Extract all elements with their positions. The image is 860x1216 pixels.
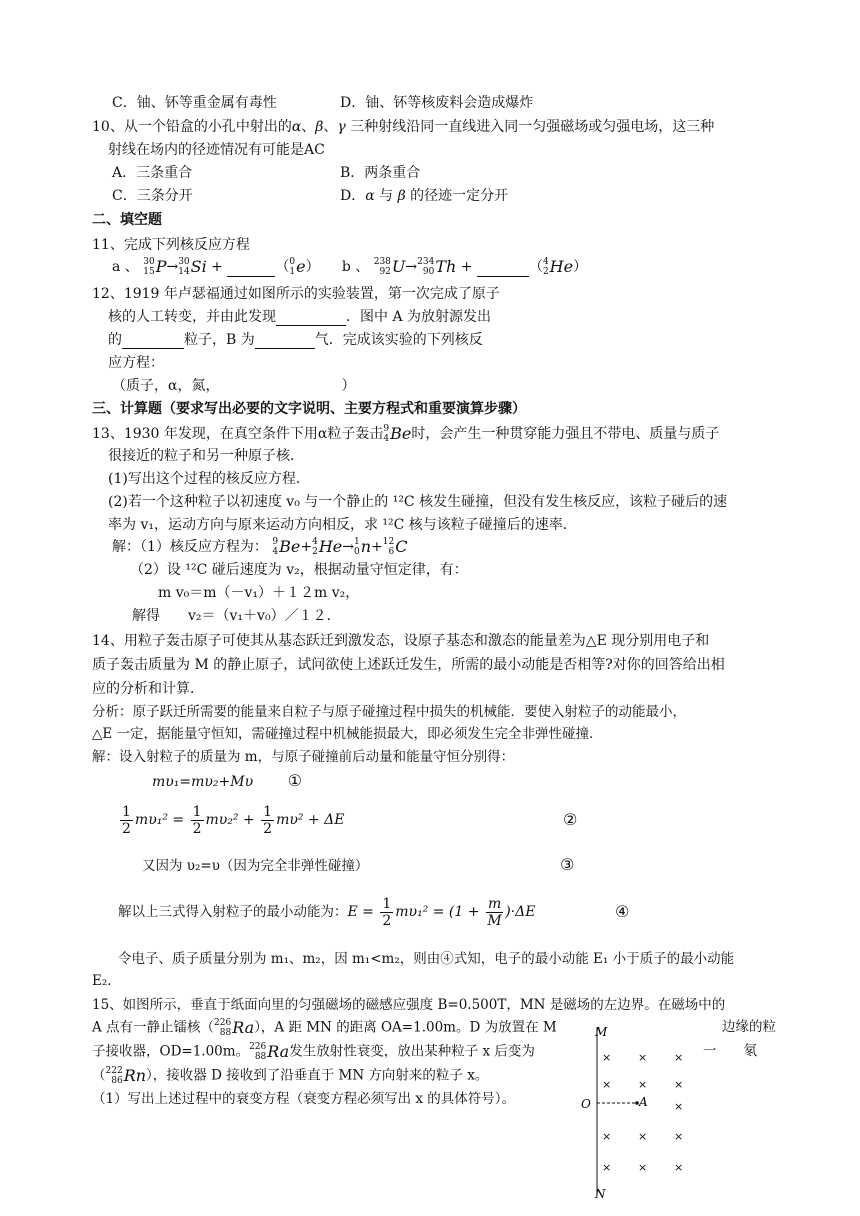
q15-line1: 15、如图所示，垂直于纸面向里的匀强磁场的磁感应强度 B=0.500T，MN 是磁场的左边界。在磁场中的 (92, 997, 726, 1013)
q14-eq4-number: ④ (615, 902, 630, 921)
isotope-th234: 234 90 Th (417, 257, 457, 277)
q12-line3: 的 粒子，B 为 气．完成该实验的下列核反 (108, 332, 483, 348)
q14-eq2: $\frac{1}{2}$ mυ₁² = $\frac{1}{2}$ mυ₂² + $\frac{1}{2}$ mυ² + ΔE (122, 803, 345, 837)
q15-line3: 子接收器，OD=1.00m。 226 88 Ra发生放射性衰变，放出某种粒子 x 后变为 (92, 1042, 535, 1062)
q14-eq2-number: ② (563, 810, 578, 829)
field-cross: × (638, 1130, 648, 1143)
q14-eq3-number: ③ (560, 855, 575, 874)
q14-analysis-1: 分析：原子跃迁所需要的能量来自粒子与原子碰撞过程中损失的机械能．要使入射粒子的动能最小， (92, 704, 686, 720)
q13-line3: (1)写出这个过程的核反应方程． (108, 471, 310, 487)
q12-gas-blank[interactable] (255, 334, 315, 349)
q12-discovery-blank[interactable] (276, 311, 346, 326)
q13-line5: 率为 v₁，运动方向与原来运动方向相反，求 ¹²C 核与该粒子碰撞后的速率． (108, 517, 577, 533)
q13-solution-2: （2）设 ¹²C 碰后速度为 v₂，根据动量守恒定律，有： (130, 562, 468, 578)
q13-line2: 很接近的粒子和另一种原子核． (108, 448, 304, 464)
q10-option-a: A．三条重合 (112, 165, 193, 181)
q14-eq3: 又因为 υ₂=υ（因为完全非弹性碰撞） (142, 858, 369, 874)
q13-solution-3: m v₀＝m（－v₁）＋１２m v₂， (158, 585, 360, 601)
field-cross: × (638, 1078, 648, 1091)
isotope-u238: 238 92 U (373, 257, 406, 277)
q10-stem-line1: 10、从一个铅盒的小孔中射出的α、β、γ 三种射线沿同一直线进入同一匀强磁场或匀强电场，这三种 (92, 119, 715, 135)
q10-option-b: B．两条重合 (340, 165, 421, 181)
field-cross: × (638, 1161, 648, 1174)
q13-solution-1: 解：（1）核反应方程为： 9 4 Be+ 4 2 He→ 1 0 n+ 12 6 C (112, 537, 408, 557)
label-m: M (595, 1025, 608, 1039)
section-heading-fill-blank: 二、填空题 (92, 212, 162, 228)
label-a: A (639, 1095, 648, 1109)
q12-line5: （质子，α，氮， ） (112, 378, 356, 394)
q14-line2: 质子轰击质量为 M 的静止原子，试问欲使上述跃迁发生，所需的最小动能是否相等?对你的回答给出相 (92, 657, 725, 673)
q14-line3: 应的分析和计算． (92, 681, 204, 697)
field-cross: × (602, 1051, 612, 1064)
q15-line3-end: 一 氡 (703, 1043, 757, 1059)
q12-line1: 12、1919 年卢瑟福通过如图所示的实验装置，第一次完成了原子 (92, 286, 500, 302)
q9-option-c: C．铀、钚等重金属有毒性 (112, 95, 277, 111)
q14-eq1: mυ₁=mυ₂+Mυ ① (152, 771, 302, 790)
q10-option-d: D．α 与 β 的径迹一定分开 (340, 188, 509, 204)
field-cross: × (638, 1051, 648, 1064)
q14-solution-intro: 解：设入射粒子的质量为 m，与原子碰撞前后动量和能量守恒分别得： (92, 749, 515, 765)
isotope-be9: 9 4 Be (383, 424, 412, 444)
field-cross: × (674, 1078, 684, 1091)
q15-line2: A 点有一静止镭核（ 226 88 Ra），A 距 MN 的距离 OA=1.00m。D 为放置在 M (92, 1018, 557, 1038)
q15-line5: （1）写出上述过程中的衰变方程（衰变方程必须写出 x 的具体符号）。 (92, 1091, 516, 1107)
q14-conclusion-2: E₂． (92, 973, 121, 989)
isotope-positron: 0 1 e (289, 257, 306, 277)
field-cross: × (674, 1130, 684, 1143)
section-heading-calculation: 三、计算题（要求写出必要的文字说明、主要方程式和重要演算步骤） (92, 401, 526, 417)
field-cross: × (674, 1051, 684, 1064)
isotope-he4: 4 2 He (542, 257, 574, 277)
label-o: O (581, 1097, 591, 1111)
q14-analysis-2: △E 一定，据能量守恒知，需碰撞过程中机械能损最大，即必须发生完全非弹性碰撞． (92, 726, 603, 742)
q15-line4: （ 222 86 Rn），接收器 D 接收到了沿垂直于 MN 方向射来的粒子 x。 (92, 1066, 489, 1086)
label-n: N (595, 1187, 606, 1201)
field-cross: × (602, 1130, 612, 1143)
q12-line2: 核的人工转变，并由此发现 ．图中 A 为放射源发出 (108, 309, 492, 325)
field-cross: × (674, 1100, 684, 1113)
field-cross: × (674, 1161, 684, 1174)
field-cross: × (602, 1161, 612, 1174)
q11-title: 11、完成下列核反应方程 (92, 237, 250, 253)
q12-particle-blank[interactable] (122, 334, 184, 349)
magnetic-field-figure (575, 1022, 715, 1202)
isotope-si30: 30 14 Si (178, 257, 207, 277)
q14-eq4: 解以上三式得入射粒子的最小动能为：E = $\frac{1}{2}$ mυ₁² = (1 + $\frac{m}{M}$ )·ΔE (118, 895, 536, 929)
q11-equations: a 、 30 15 P→ 30 14 Si + （ 0 1 e） b 、 238 92 U→ 234 90 Th + （ 4 2 He） (112, 257, 588, 277)
q14-conclusion-1: 令电子、质子质量分别为 m₁、m₂，因 m₁<m₂，则由④式知，电子的最小动能 E₁ 小于质子的最小动能 (118, 951, 735, 967)
q13-line4: (2)若一个这种粒子以初速度 v₀ 与一个静止的 ¹²C 核发生碰撞，但没有发生核反应，该粒子碰后的速 (108, 494, 728, 510)
q14-line1: 14、用粒子轰击原子可使其从基态跃迁到激发态，设原子基态和激态的能量差为△E 现分别用电子和 (92, 633, 710, 649)
field-crosses (602, 1051, 683, 1174)
q13-solution-4: 解得 v₂＝（v₁＋v₀）／１２． (132, 608, 341, 624)
q11-b-answer-blank[interactable] (477, 262, 529, 277)
q11-a-answer-blank[interactable] (227, 262, 275, 277)
q10-stem-line2: 射线在场内的径迹情况有可能是AC (108, 142, 325, 158)
q12-line4: 应方程： (108, 355, 164, 371)
q9-option-d: D．铀、钚等核废料会造成爆炸 (340, 95, 534, 111)
isotope-p30: 30 15 P (143, 257, 167, 277)
field-cross: × (602, 1078, 612, 1091)
q10-option-c: C．三条分开 (112, 188, 193, 204)
q15-line2-end: 边缘的粒 (722, 1019, 776, 1035)
q13-line1: 13、1930 年发现，在真空条件下用α粒子轰击 9 4 Be时，会产生一种贯穿能力强且不带电、质量与质子 (92, 424, 720, 444)
